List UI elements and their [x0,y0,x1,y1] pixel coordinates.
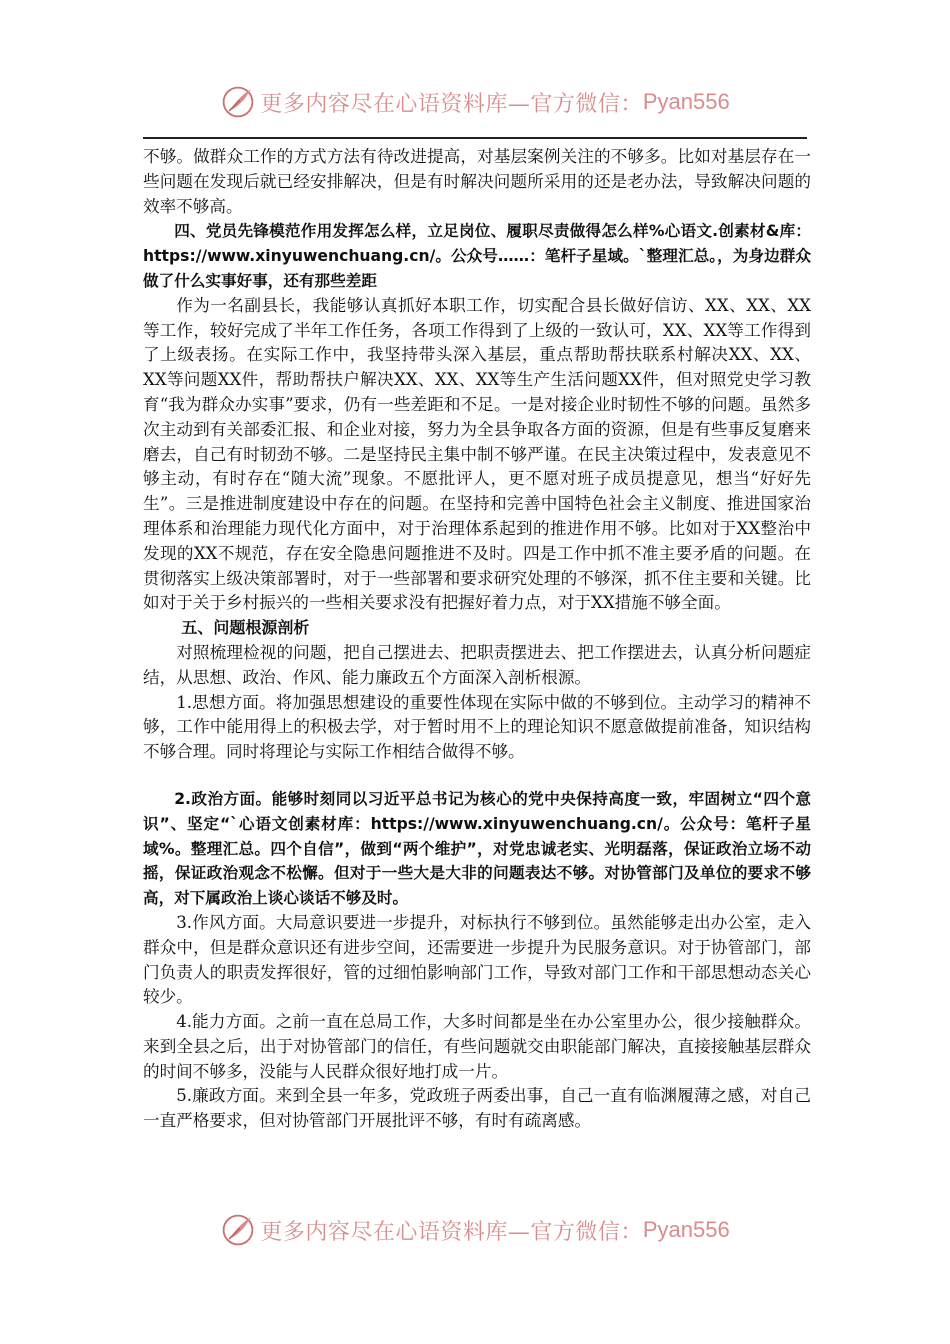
banner-wechat-id: Pyan556 [642,89,730,114]
paragraph: 5.廉政方面。来到全县一年多，党政班子两委出事，自己一直有临渊履薄之感，对自己一直严格要求，但对协管部门开展批评不够，有时有疏离感。 [143,1086,811,1131]
paragraph: 3.作风方面。大局意识要进一步提升，对标执行不够到位。虽然能够走出办公室，走入群众中，但是群众意识还有进步空间，还需要进一步提升为民服务意识。对于协管部门，部门负责人的职责发挥很好，管的过细怕影响部门工作，导致对部门工作和干部思想动态关心较少。 [143,912,811,1007]
quill-logo-icon [220,84,256,120]
banner-text: 更多内容尽在心语资料库—官方微信： [260,91,643,117]
banner-text: 更多内容尽在心语资料库—官方微信： [260,1219,643,1245]
banner-wechat-id: Pyan556 [642,1217,730,1242]
paragraph: 不够。做群众工作的方式方法有待改进提高，对基层案例关注的不够多。比如对基层存在一些问题在发现后就已经安排解决，但是有时解决问题所采用的还是老办法，导致解决问题的效率不够高。 [143,147,811,216]
quill-logo-icon [220,1212,256,1248]
section-heading-5: 五、问题根源剖析 [181,618,310,638]
paragraph: 作为一名副县长，我能够认真抓好本职工作，切实配合县长做好信访、XX、XX、XX等工作，较好完成了半年工作任务，各项工作得到了上级的一致认可，XX、XX等工作得到了上级表扬。在实际工作中，我坚持带头深入基层，重点帮助帮扶联系村解决XX、XX、XX等问题XX件，帮助帮扶户解决XX、XX、XX等生产生活问题XX件，但对照党史学习教育“我为群众办实事”要求，仍有一些差距和不足。一是对接企业时韧性不够的问题。虽然多次主动到有关部委汇报、和企业对接，努力为全县争取各方面的资源，但是有些事反复磨来磨去，自己有时韧劲不够。二是坚持民主集中制不够严谨。在民主决策过程中，发表意见不够主动，有时存在“随大流”现象。不愿批评人，更不愿对班子成员提意见，想当“好好先生”。三是推进制度建设中存在的问题。在坚持和完善中国特色社会主义制度、推进国家治理体系和治理能力现代化方面中，对于治理体系起到的推进作用不够。比如对于XX整治中发现的XX不规范，存在安全隐患问题推进不及时。四是工作中抓不准主要矛盾的问题。在贯彻落实上级决策部署时，对于一些部署和要求研究处理的不够深，抓不住主要和关键。比如对于关于乡村振兴的一些相关要求没有把握好着力点，对于XX措施不够全面。 [143,295,811,613]
header-banner [0,80,950,124]
paragraph-politics: 2.政治方面。能够时刻同以习近平总书记为核心的党中央保持高度一致，牢固树立“四个意识”、坚定“`心语文创素材库：https://www.xinyuwenchuang.cn/。公众号：笔杆子星域%。整理汇总。四个自信”，做到“两个维护”，对党忠诚老实、光明磊落，保证政治立场不动摇，保证政治观念不松懈。但对于一些大是大非的问题表达不够。对协管部门及单位的要求不够高，对下属政治上谈心谈话不够及时。 [143,789,811,908]
paragraph: 对照梳理检视的问题，把自己摆进去、把职责摆进去、把工作摆进去，认真分析问题症结，从思想、政治、作风、能力廉政五个方面深入剖析根源。 [143,642,811,687]
document-body [143,145,811,1134]
paragraph: 1.思想方面。将加强思想建设的重要性体现在实际中做的不够到位。主动学习的精神不够，工作中能用得上的积极去学，对于暂时用不上的理论知识不愿意做提前准备，知识结构不够合理。同时将理论与实际工作相结合做得不够。 [143,692,811,762]
paragraph: 4.能力方面。之前一直在总局工作，大多时间都是坐在办公室里办公，很少接触群众。来到全县之后，出于对协管部门的信任，有些问题就交由职能部门解决，直接接触基层群众的时间不够多，没能与人民群众很好地打成一片。 [143,1012,811,1081]
header-rule [143,137,807,139]
section-heading-4: 四、党员先锋模范作用发挥怎么样，立足岗位、履职尽责做得怎么样%心语文.创素材&库：https://www.xinyuwenchuang.cn/。公众号……：笔杆子星域。`整理汇总。，为身边群众做了什么实事好事，还有那些差距 [143,222,811,290]
footer-banner [0,1208,950,1252]
